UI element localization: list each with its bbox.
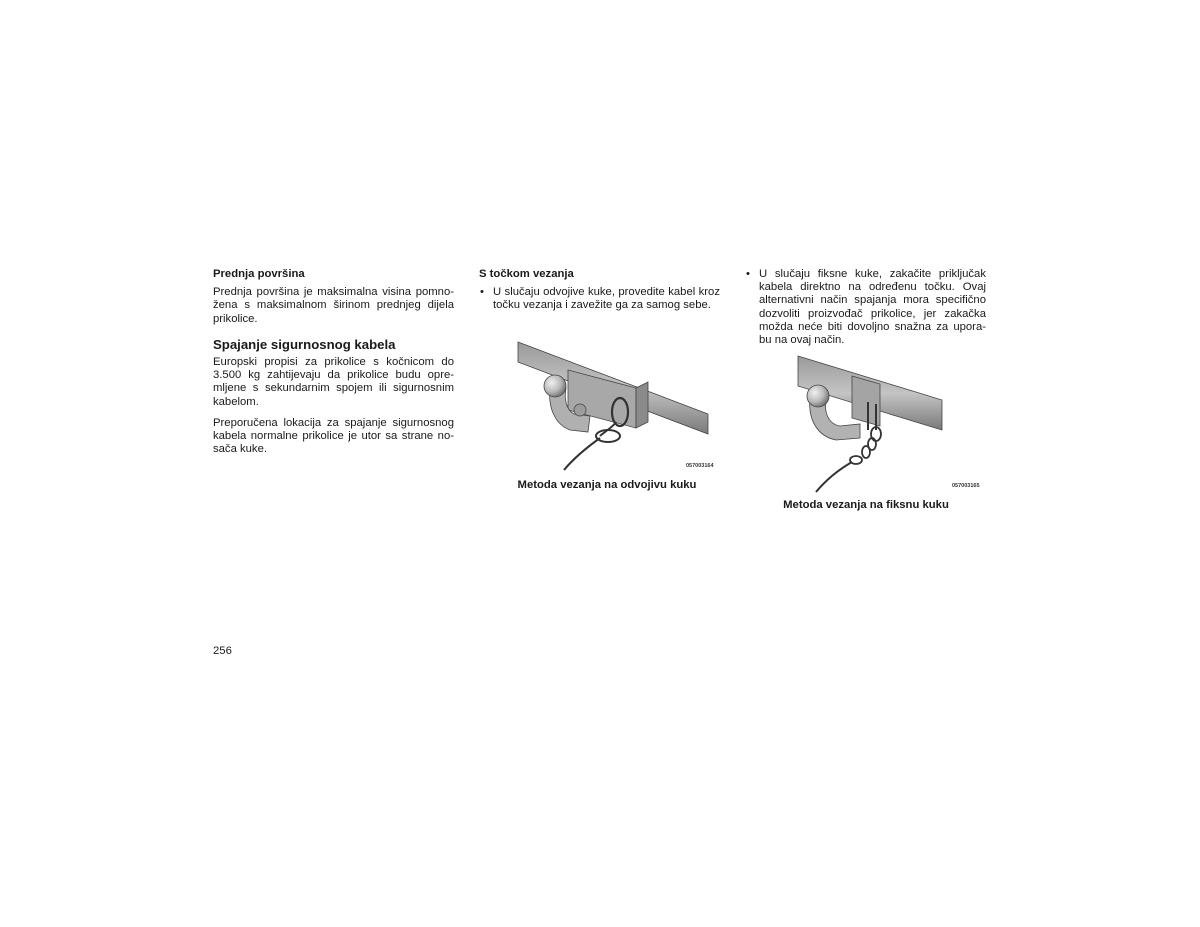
bullet-fixed-hook [745,268,986,347]
subheading-front-surface: Prednja površina [213,268,305,280]
figure-caption-fixed: Metoda vezanja na fiksnu kuku [783,499,949,511]
bullet-text: U slučaju odvojive kuke, provedite kabel kroz točku vezanja i zavežite ga za samog sebe. [493,286,720,312]
bullet-text: U slučaju fiksne kuke, zakačite priključak kabela direktno na određenu točku. Ovaj alternativni način spajanja mora specifično dozvoliti proizvođač prikolice, jer zakačka možda neće biti dovoljno snažna za upora-bu na ovaj način. [759,268,986,347]
right-column [745,268,986,347]
figure-code-fixed: 057003165 [952,483,980,489]
recommended-location-paragraph: Preporučena lokacija za spajanje sigurnosnog kabela normalne prikolice je utor sa strane no-sača kuke. [213,416,454,456]
regulations-paragraph: Europski propisi za prikolice s kočnicom do 3.500 kg zahtijevaju da prikolice budu opre-mljene s sekundarnim spojem ili sigurnosnim kabelom. [213,356,454,408]
bullet-marker: • [746,268,750,280]
subheading-attachment-point: S točkom vezanja [479,268,574,280]
bullet-removable-hook [479,286,720,312]
fixed-hook-illustration [780,354,986,494]
page-number: 256 [213,645,232,657]
middle-column [479,268,720,313]
section-title-safety-cable: Spajanje sigurnosnog kabela [213,336,396,352]
front-surface-paragraph: Prednja površina je maksimalna visina pomno-žena s maksimalnom širinom prednjeg dijela prikolice. [213,286,454,325]
left-column [213,268,454,464]
bullet-marker: • [480,286,484,299]
removable-hook-illustration [508,336,720,476]
figure-code-removable: 057003164 [686,463,714,469]
figure-caption-removable: Metoda vezanja na odvojivu kuku [517,479,697,491]
